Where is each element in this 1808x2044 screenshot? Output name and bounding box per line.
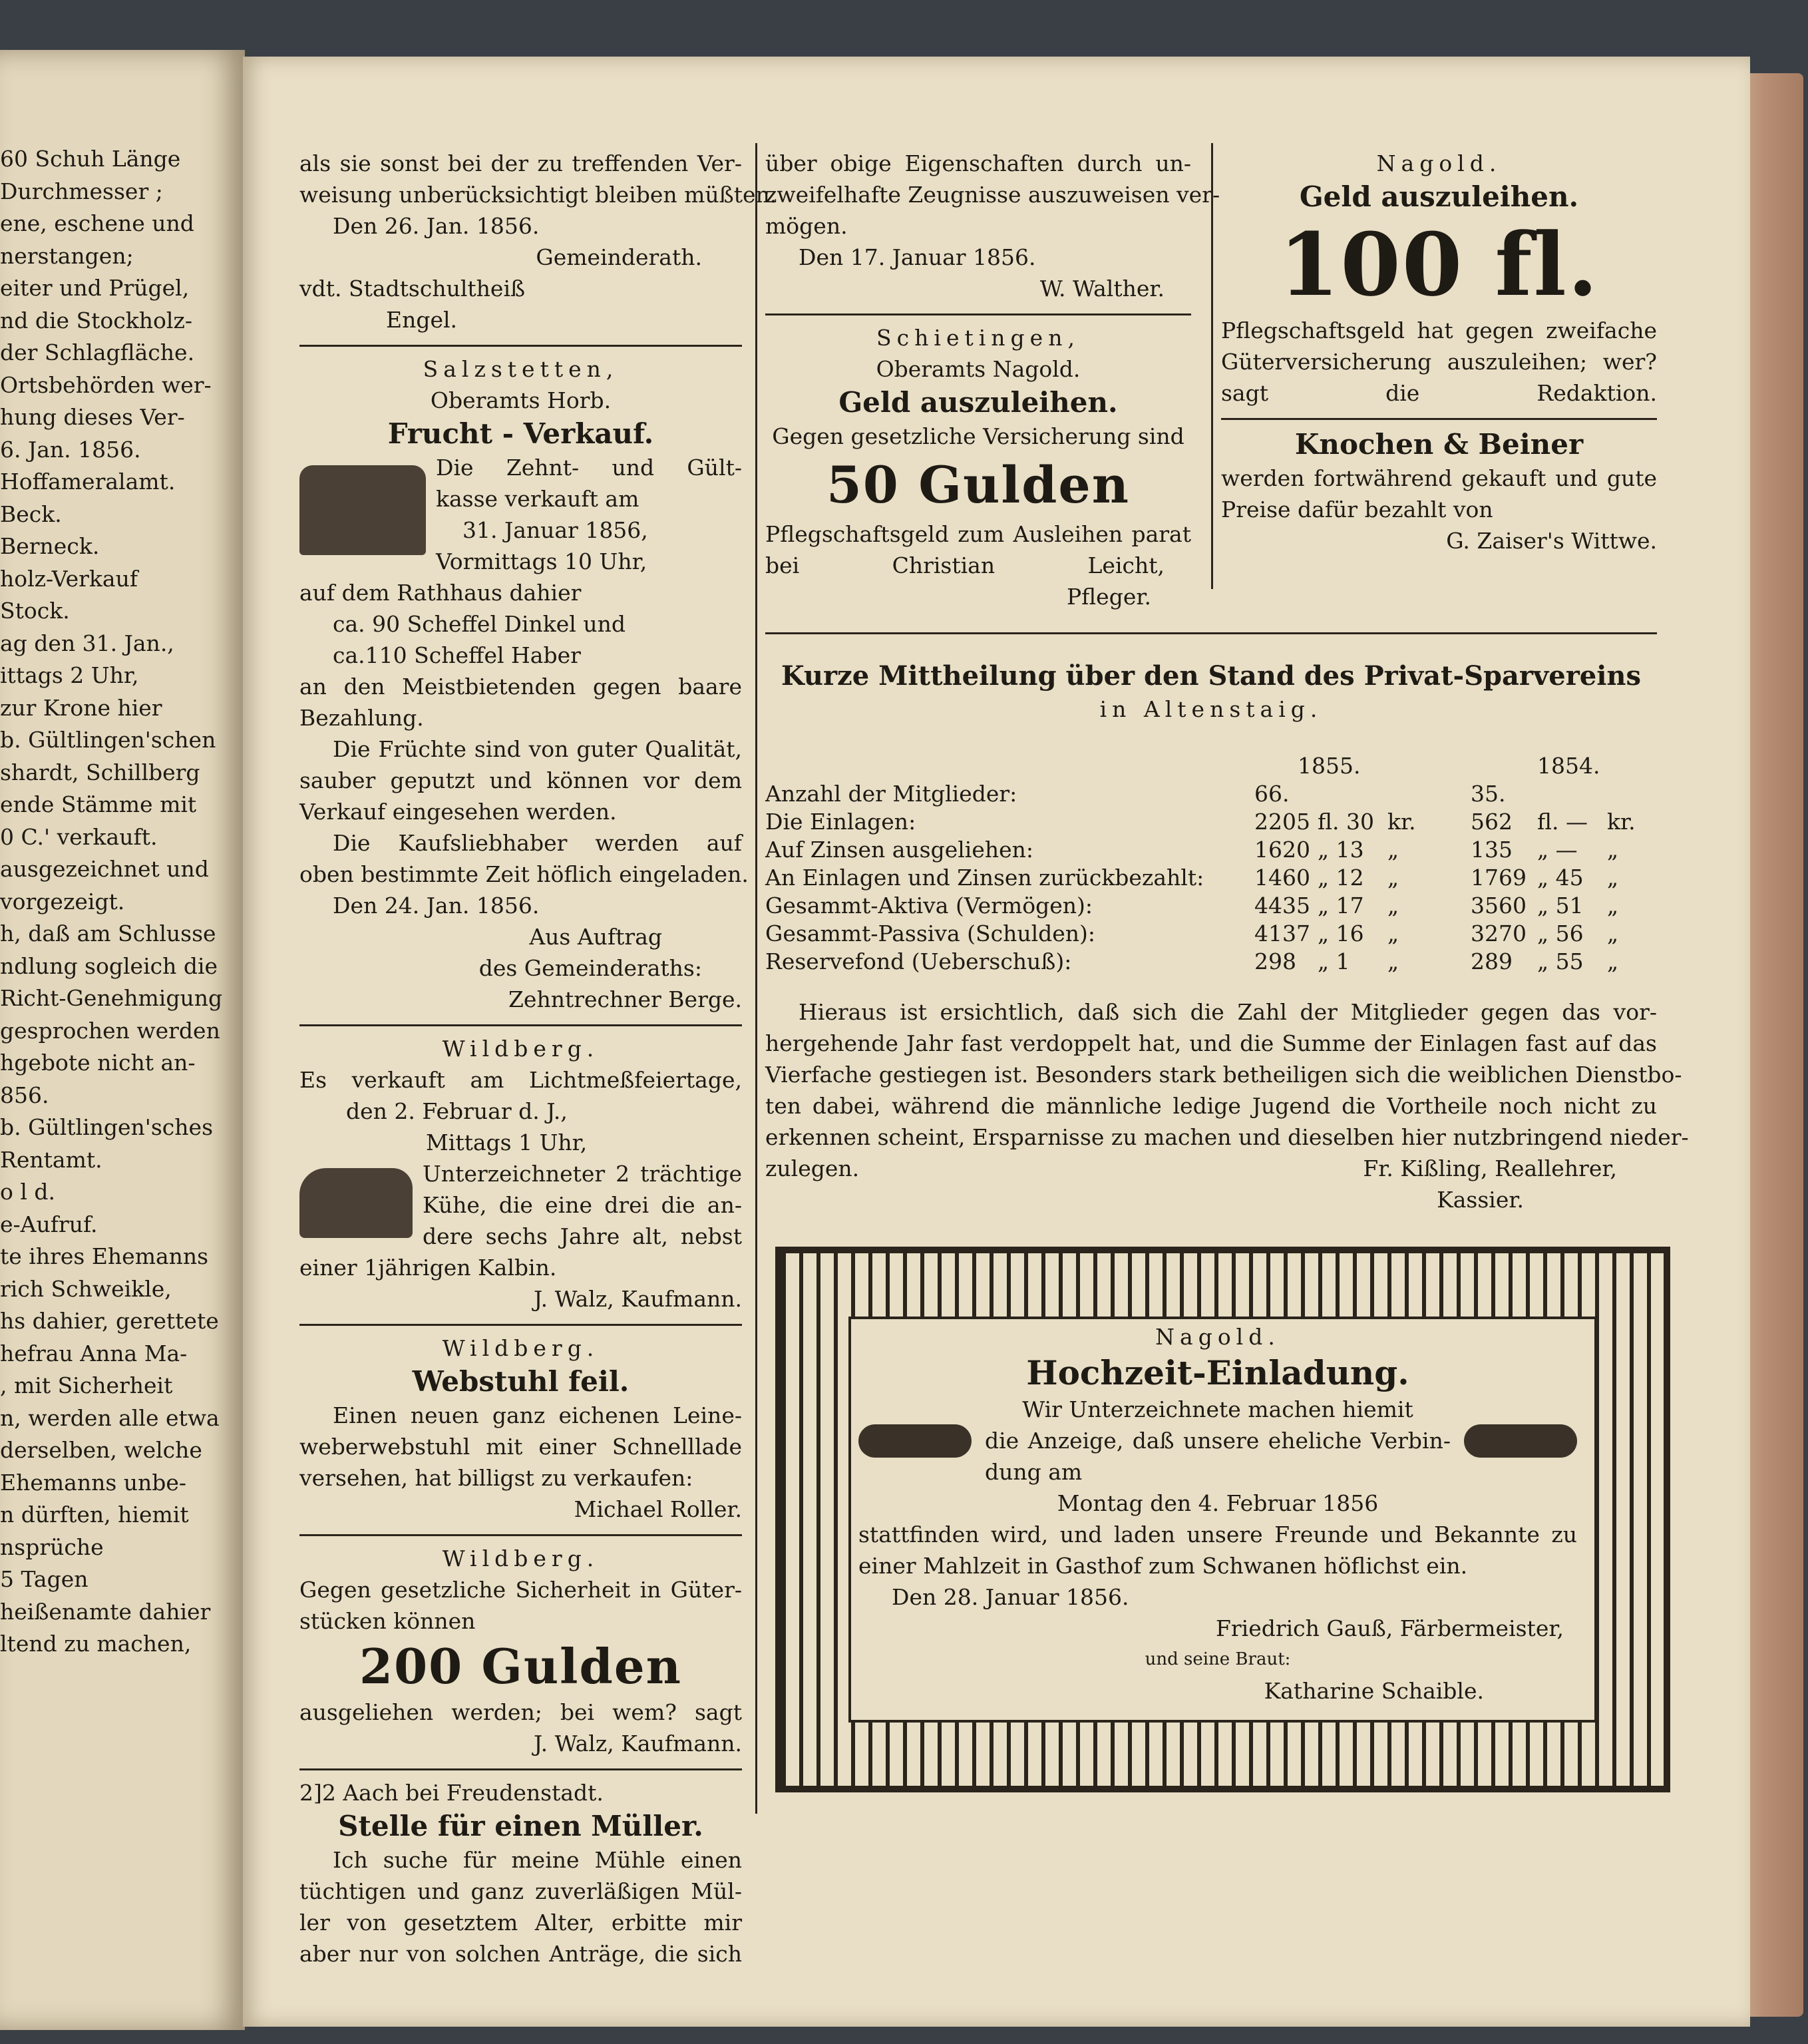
ad-line: zweifelhafte Zeugnisse auszuweisen ver- [765,182,1220,208]
divider [765,313,1191,315]
table-cell: „ 51 [1537,893,1584,919]
ad-line: ca.110 Scheffel Haber [333,642,581,668]
ad-subplace: Oberamts Nagold. [876,356,1081,382]
ad-line: oben bestimmte Zeit höflich eingeladen. [299,861,749,887]
ad-line: den 2. Februar d. J., [346,1098,568,1124]
table-cell: 4137 [1254,920,1310,946]
sparverein-text [765,996,1689,1215]
left-page-line: hung dieses Ver- [0,404,185,430]
left-page-line: , mit Sicherheit [0,1372,173,1398]
left-page-line: der Schlagfläche. [0,339,195,365]
ad-sign: Zehntrechner Berge. [508,986,742,1012]
ad-place: Schietingen, [876,325,1080,351]
table-cell: Anzahl der Mitglieder: [765,781,1017,807]
salz-pic-block [299,452,742,577]
table-row [765,892,1657,920]
left-page-line: h, daß am Schlusse [0,920,216,946]
column-2 [765,148,1220,612]
sparverein-title: Kurze Mittheilung über den Stand des Privat-Sparvereins [781,660,1642,692]
ad-amount: 200 Gulden [359,1638,683,1695]
table-row [765,948,1657,976]
para-line: zulegen. [765,1155,860,1181]
intro-sign: Engel. [386,307,458,333]
left-page-line: Richt-Genehmigung [0,985,223,1011]
ad-line: an den Meistbietenden gegen baare [299,674,742,700]
table-cell: fl. 30 [1318,809,1374,835]
table-cell: „ [1387,948,1399,974]
cow-illustration [299,1168,413,1238]
granary-illustration [299,465,426,555]
ad-line: Die Kaufsliebhaber werden auf [333,830,742,856]
para-line: ten dabei, während die männliche ledige Jugend die Vortheile noch nicht zu [765,1093,1657,1119]
left-page-line: ltend zu machen, [0,1631,192,1657]
column-1 [299,148,777,1969]
left-page-line: ende Stämme mit [0,791,197,817]
ad-place: Wildberg. [442,1545,600,1571]
table-cell: Reservefond (Ueberschuß): [765,948,1072,974]
table-cell: „ [1387,920,1399,946]
left-page-line: 6. Jan. 1856. [0,436,141,463]
ad-line: Einen neuen ganz eichenen Leine- [333,1402,742,1428]
left-page-line: derselben, welche [0,1437,202,1463]
ad-title: Knochen & Beiner [1294,428,1584,461]
para-last-row [765,1153,1657,1184]
left-page [0,50,245,2030]
section-divider [765,632,1657,634]
ad-line: ler von gesetztem Alter, erbitte mir [299,1910,742,1936]
ad-line: stücken können [299,1608,476,1634]
ad-line: sauber geputzt und können vor dem [299,767,742,793]
sparverein-heading [765,659,1657,725]
ad-line: versehen, hat billigst zu verkaufen: [299,1465,693,1491]
left-page-line: Berneck. [0,533,100,559]
ad-line: Gegen gesetzliche Versicherung sind [772,423,1184,449]
divider [299,1024,742,1026]
left-page-line: gesprochen werden [0,1017,220,1044]
table-cell: An Einlagen und Zinsen zurückbezahlt: [765,865,1204,891]
left-page-line: ausgezeichnet und [0,856,209,882]
wedding-hands-row [858,1394,1577,1488]
table-cell: „ 16 [1318,920,1364,946]
ad-date: Den 24. Jan. 1856. [333,893,540,919]
left-page-line: rich Schweikle, [0,1275,172,1302]
left-page-line: ag den 31. Jan., [0,630,174,656]
left-page-line: Hoffameralamt. [0,469,176,495]
ad-line: Unterzeichneter 2 trächtige [423,1161,742,1187]
column-divider [755,143,757,1814]
ad-header: 2]2 Aach bei Freudenstadt. [299,1780,604,1806]
ad-line: bei Christian Leicht, [765,552,1165,578]
table-cell: Die Einlagen: [765,809,916,835]
left-page-line: n, werden alle etwa [0,1404,220,1431]
ad-line: sagt die Redaktion. [1221,380,1657,406]
intro-date: Den 26. Jan. 1856. [333,213,540,239]
ad-line: Preise dafür bezahlt von [1221,497,1493,522]
left-page-line: 0 C.' verkauft. [0,823,158,850]
para-line: Vierfache gestiegen ist. Besonders stark betheiligen sich die weiblichen Dienstbo- [765,1062,1682,1088]
divider [299,345,742,347]
ad-date: Den 17. Januar 1856. [799,244,1036,270]
left-page-line: Rentamt. [0,1146,102,1173]
ad-sign: des Gemeinderaths: [478,955,702,981]
intro-line: als sie sonst bei der zu treffenden Ver- [299,150,742,176]
column-3 [1221,148,1657,556]
wedding-invitation [858,1321,1577,1707]
ad-line: kasse verkauft am [436,486,639,512]
left-page-line: Ehemanns unbe- [0,1469,187,1496]
ad-line: einer Mahlzeit in Gasthof zum Schwanen höflichst ein. [858,1553,1468,1579]
ad-subplace: Oberamts Horb. [430,387,612,413]
left-page-line: shardt, Schillberg [0,759,200,785]
table-cell: 66. [1254,781,1290,807]
year-header: 1854. [1537,753,1600,779]
table-cell: fl. — [1537,809,1588,835]
ad-title: Frucht - Verkauf. [387,417,654,450]
sparverein-sign: Fr. Kißling, Reallehrer, [1363,1155,1617,1181]
table-cell: „ [1607,948,1619,974]
table-cell: 289 [1471,948,1513,974]
ad-line: über obige Eigenschaften durch un- [765,150,1191,176]
table-cell: 4435 [1254,893,1310,919]
left-page-line: heißenamte dahier [0,1598,211,1625]
table-cell: Gesammt-Passiva (Schulden): [765,920,1096,946]
table-cell: 1769 [1471,865,1527,891]
ad-sign: W. Walther. [1039,276,1165,302]
table-cell: 1460 [1254,865,1310,891]
ad-place: Salzstetten, [423,356,619,382]
left-page-line: hs dahier, gerettete [0,1308,219,1334]
table-cell: „ 17 [1318,893,1364,919]
ad-sign: Pfleger. [1066,584,1151,610]
left-page-line: Stock. [0,598,70,624]
table-cell: „ — [1537,837,1578,863]
sparverein-sign: Kassier. [1437,1187,1524,1213]
table-header [765,752,1657,780]
table-cell: „ [1607,865,1619,891]
sparverein-table [765,752,1657,976]
table-cell: 298 [1254,948,1296,974]
ad-line: einer 1jährigen Kalbin. [299,1255,557,1281]
ad-line: Mittags 1 Uhr, [426,1129,588,1155]
handshake-icon [1464,1424,1577,1458]
left-page-line: nsprüche [0,1533,104,1560]
table-cell: „ [1387,865,1399,891]
left-page-line: 5 Tagen [0,1566,89,1592]
ad-line: ausgeliehen werden; bei wem? sagt [299,1699,742,1725]
ad-place: Wildberg. [442,1335,600,1361]
ad-line: die Anzeige, daß unsere eheliche Verbin- [985,1428,1451,1454]
left-page-line: 60 Schuh Länge [0,146,181,172]
ad-line: stattfinden wird, und laden unsere Freunde und Bekannte zu [858,1522,1577,1547]
table-cell: kr. [1607,809,1636,835]
ad-line: aber nur von solchen Anträge, die sich [299,1941,742,1967]
ad-line: dere sechs Jahre alt, nebst [423,1223,742,1249]
ad-sign: J. Walz, Kaufmann. [533,1286,742,1312]
left-page-line: Ortsbehörden wer- [0,371,212,398]
ad-line: Es verkauft am Lichtmeßfeiertage, [299,1067,742,1093]
table-cell: 3270 [1471,920,1527,946]
left-page-line: Durchmesser ; [0,178,163,204]
ad-place: Nagold. [1155,1324,1280,1350]
ad-line: Pflegschaftsgeld zum Ausleihen parat [765,521,1191,547]
year-header: 1855. [1298,753,1361,779]
ad-sign: Katharine Schaible. [1264,1678,1484,1704]
ad-line: Die Zehnt- und Gült- [436,455,742,481]
ad-line: Kühe, die eine drei die an- [423,1192,742,1218]
left-page-line: nd die Stockholz- [0,307,192,333]
ad-place: Nagold. [1376,150,1502,176]
table-row [765,808,1657,836]
left-page-line: e-Aufruf. [0,1211,98,1237]
para-line: Hieraus ist ersichtlich, daß sich die Zahl der Mitglieder gegen das vor- [799,999,1657,1025]
table-row [765,920,1657,948]
left-page-line: zur Krone hier [0,694,162,721]
ad-title: Webstuhl feil. [412,1365,630,1398]
ad-amount: 100 fl. [1278,214,1600,315]
ad-line: 31. Januar 1856, [462,517,648,543]
table-cell: „ [1387,893,1399,919]
ad-sign: G. Zaiser's Wittwe. [1446,528,1657,554]
left-page-line: ittags 2 Uhr, [0,662,139,688]
handshake-icon [858,1424,972,1458]
left-page-line: hefrau Anna Ma- [0,1340,188,1366]
ad-line: Pflegschaftsgeld hat gegen zweifache [1221,317,1657,343]
ad-title: Hochzeit-Einladung. [1026,1353,1409,1392]
ad-title: Geld auszuleihen. [1299,180,1579,213]
table-cell: „ [1607,837,1619,863]
ad-line: Bezahlung. [299,705,424,731]
ad-place: Wildberg. [442,1036,600,1062]
divider [299,1768,742,1770]
table-row [765,836,1657,864]
ad-line: mögen. [765,213,848,239]
divider [1221,418,1657,420]
table-cell: Auf Zinsen ausgeliehen: [765,837,1034,863]
left-page-line: n dürften, hiemit [0,1502,189,1528]
left-page-line: hgebote nicht an- [0,1050,196,1076]
ad-line: Vormittags 10 Uhr, [436,548,647,574]
ad-line: tüchtigen und ganz zuverläßigen Mül- [299,1878,742,1904]
left-page-line: nerstangen; [0,242,134,269]
table-cell: „ [1607,920,1619,946]
table-row [765,864,1657,892]
para-line: erkennen scheint, Ersparnisse zu machen und dieselben hier nutzbringend nieder- [765,1124,1689,1150]
left-page-line: b. Gültlingen'schen [0,727,216,753]
table-cell: „ 55 [1537,948,1584,974]
ad-sign: J. Walz, Kaufmann. [533,1731,742,1756]
ad-sign: Michael Roller. [574,1496,742,1522]
divider [299,1324,742,1326]
left-page-line: vorgezeigt. [0,888,125,915]
sparverein-subtitle: in Altenstaig. [1099,696,1323,722]
ad-sign: Aus Auftrag [529,924,662,950]
ad-title: Geld auszuleihen. [838,386,1118,419]
ad-sign-small: und seine Braut: [1145,1649,1291,1669]
table-cell: „ 12 [1318,865,1364,891]
left-page-line: b. Gültlingen'sches [0,1114,214,1140]
left-page-line: o l d. [0,1179,56,1205]
ad-line: auf dem Rathhaus dahier [299,580,582,606]
ad-line: dung am [985,1459,1083,1485]
table-cell: „ [1607,893,1619,919]
table-cell: „ [1387,837,1399,863]
intro-sign: vdt. Stadtschultheiß [299,276,526,302]
column-divider [1211,143,1213,589]
left-page-line: ene, eschene und [0,210,194,236]
left-page-line: te ihres Ehemanns [0,1243,209,1269]
ad-line: Gegen gesetzliche Sicherheit in Güter- [299,1577,742,1603]
table-cell: Gesammt-Aktiva (Vermögen): [765,893,1093,919]
table-cell: 135 [1471,837,1513,863]
ad-line: Verkauf eingesehen werden. [299,799,617,825]
ad-amount: 50 Gulden [826,455,1130,514]
ad-sign: Friedrich Gauß, Färbermeister, [1215,1615,1564,1641]
ad-date: Den 28. Januar 1856. [892,1584,1129,1610]
left-page-line: ndlung sogleich die [0,952,218,979]
divider [299,1534,742,1536]
ad-line: Ich suche für meine Mühle einen [333,1847,742,1873]
table-cell: 1620 [1254,837,1310,863]
left-page-line: Beck. [0,501,62,527]
wild1-pic-block [299,1158,742,1252]
left-page-column [0,143,223,1661]
intro-sign: Gemeinderath. [536,244,702,270]
table-cell: kr. [1387,809,1416,835]
table-cell: „ 56 [1537,920,1584,946]
table-cell: 3560 [1471,893,1527,919]
ad-line: Montag den 4. Februar 1856 [1057,1490,1379,1516]
ad-line: weberwebstuhl mit einer Schnelllade [299,1434,742,1460]
table-cell: „ 1 [1318,948,1350,974]
ad-line: Die Früchte sind von guter Qualität, [333,736,742,762]
table-cell: „ 45 [1537,865,1584,891]
left-page-line: 856. [0,1082,49,1108]
ad-line: ca. 90 Scheffel Dinkel und [333,611,626,637]
table-cell: 35. [1471,781,1506,807]
ad-line: Güterversicherung auszuleihen; wer? [1221,349,1657,375]
ad-line: werden fortwährend gekauft und gute [1221,465,1657,491]
table-cell: 2205 [1254,809,1310,835]
para-line: hergehende Jahr fast verdoppelt hat, und die Summe der Einlagen fast auf das [765,1030,1657,1056]
ad-title: Stelle für einen Müller. [338,1810,703,1842]
left-page-line: eiter und Prügel, [0,275,190,301]
table-cell: 562 [1471,809,1513,835]
intro-line: weisung unberücksichtigt bleiben müßten. [299,182,777,208]
table-row [765,780,1657,808]
ad-line: Wir Unterzeichnete machen hiemit [1022,1396,1413,1422]
table-cell: „ 13 [1318,837,1364,863]
left-page-line: holz-Verkauf [0,565,138,592]
